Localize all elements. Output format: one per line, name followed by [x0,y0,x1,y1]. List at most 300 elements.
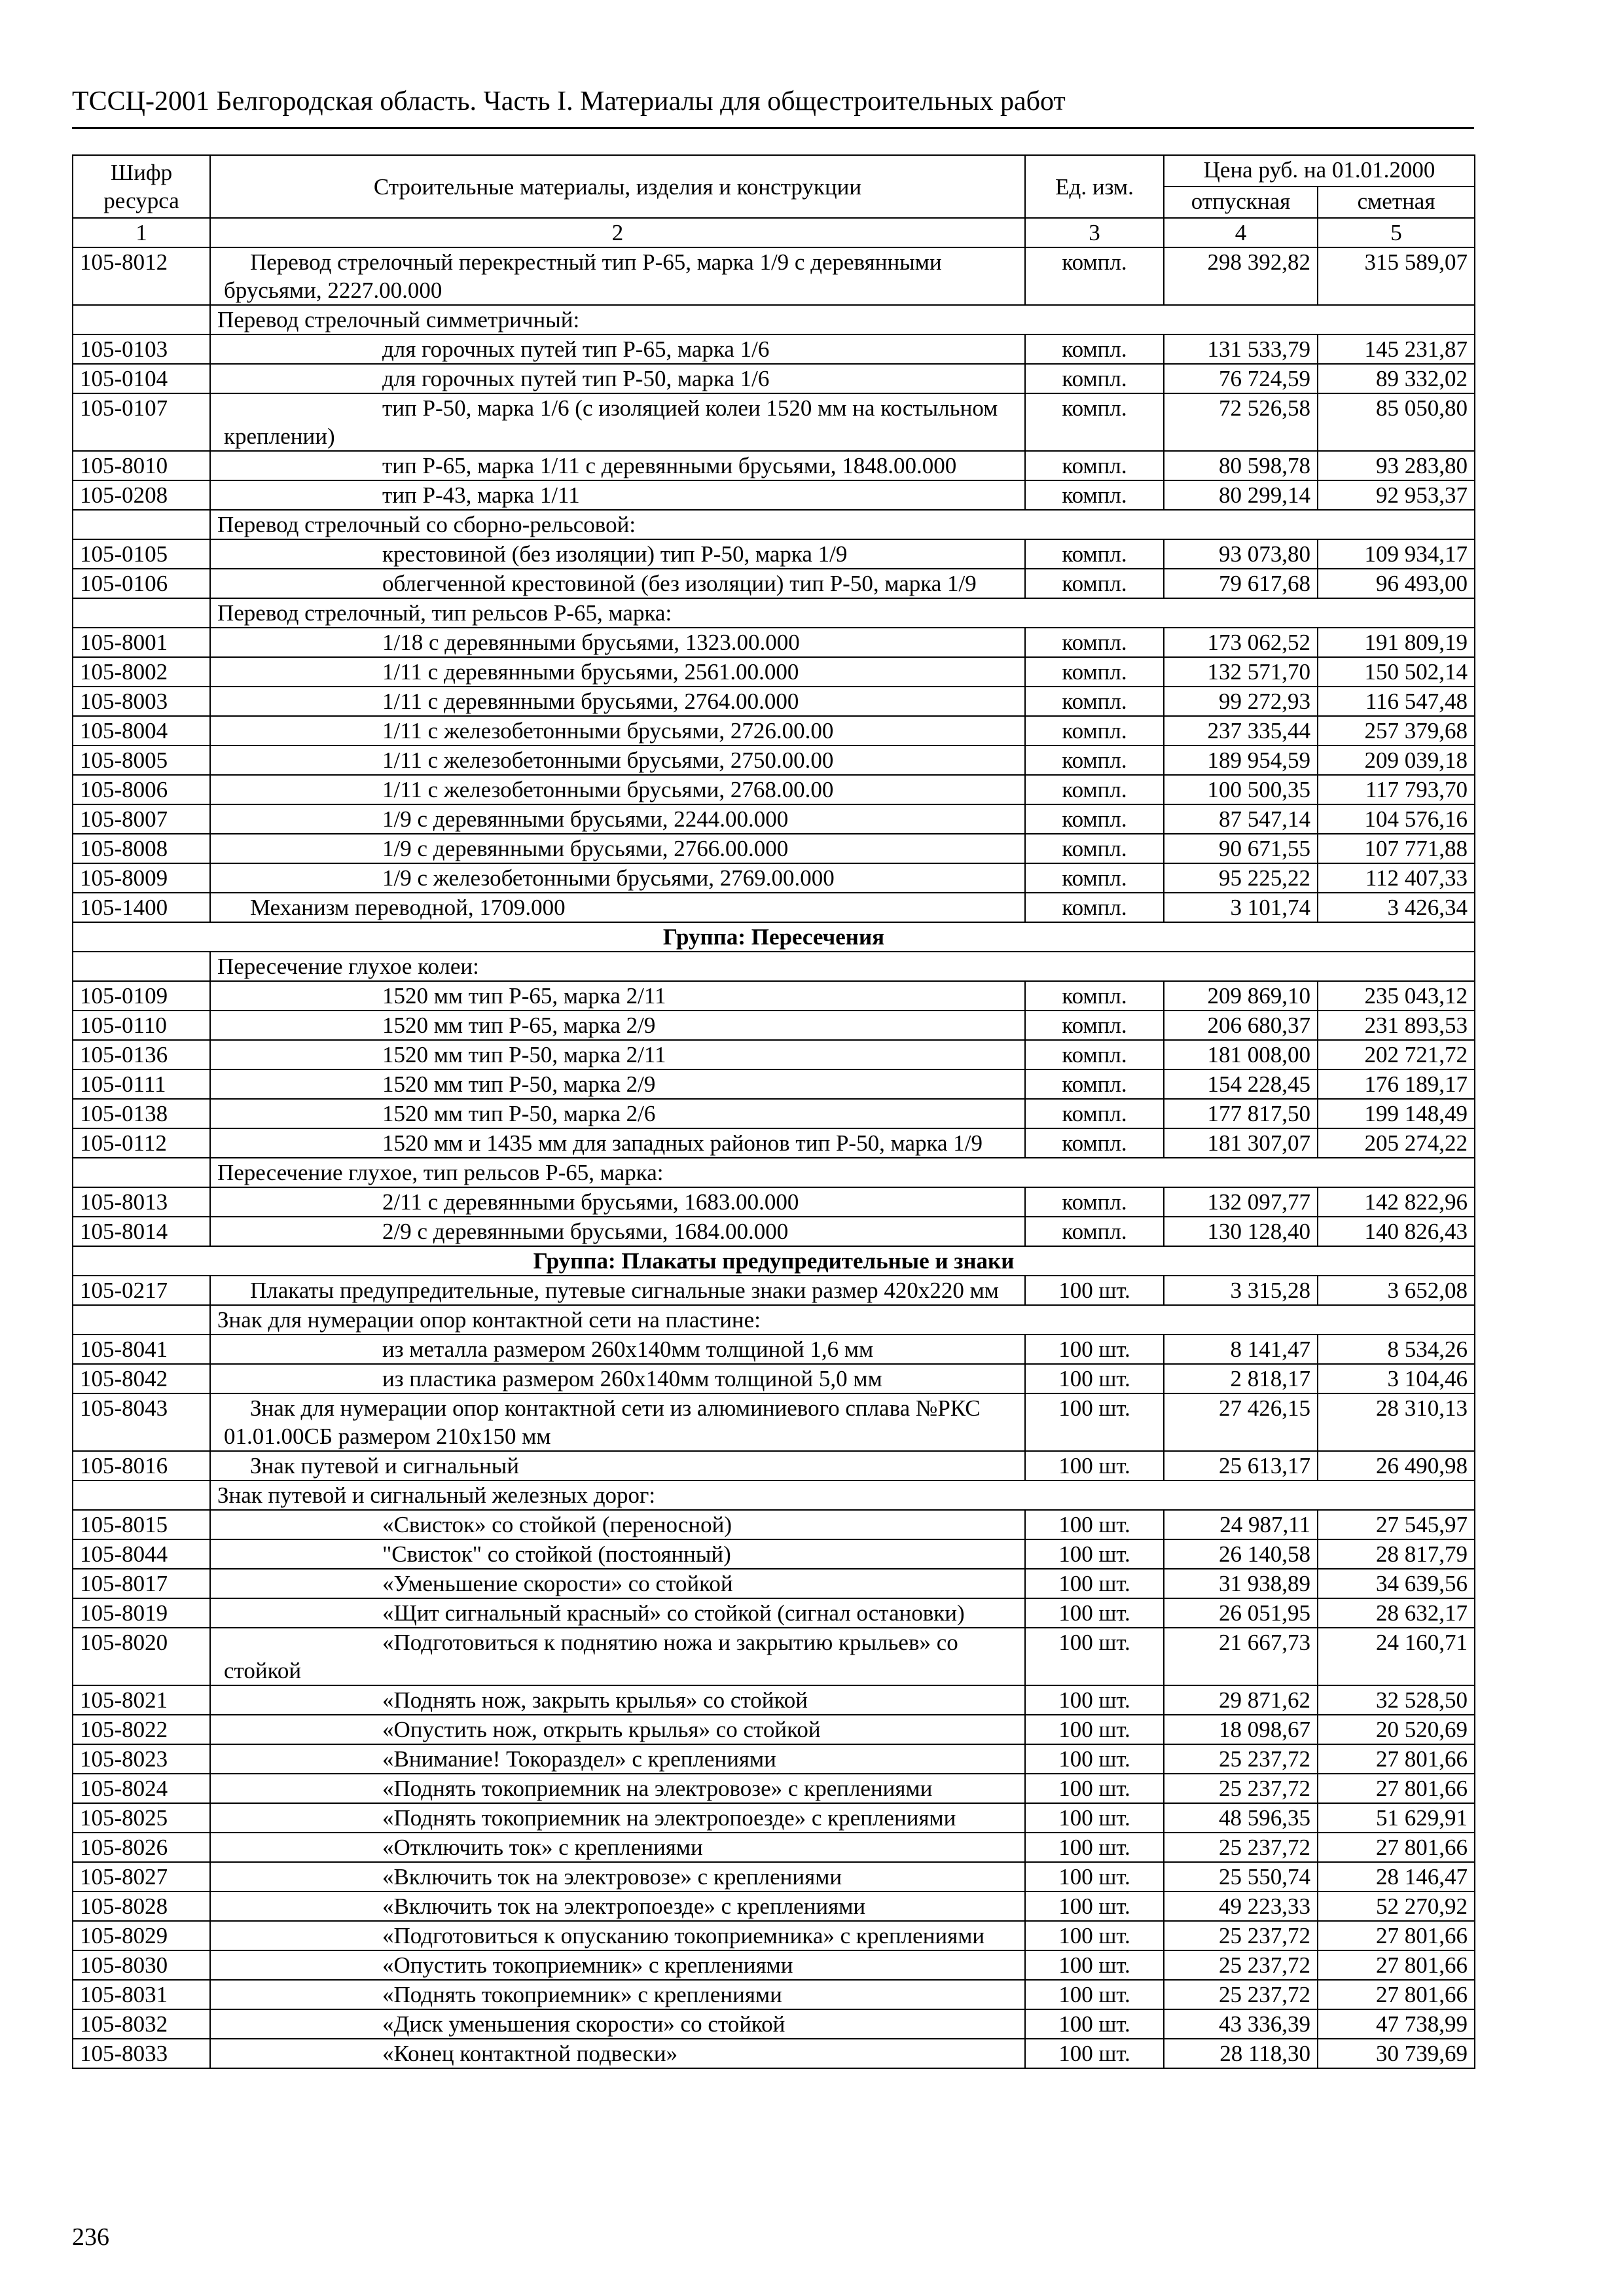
resource-code: 105-8016 [73,1451,210,1480]
table-row [73,1187,1475,1217]
unit-of-measure: 100 шт. [1025,1980,1164,2009]
estimate-price: 140 826,43 [1318,1217,1475,1246]
material-name: 1/9 с деревянными брусьями, 2244.00.000 [210,804,1025,834]
material-name: 1520 мм тип Р-50, марка 2/6 [210,1099,1025,1128]
material-name: «Включить ток на электровозе» с креплениями [210,1862,1025,1892]
unit-of-measure: компл. [1025,451,1164,480]
release-price: 132 571,70 [1164,657,1318,687]
column-number: 2 [210,218,1025,247]
release-price: 80 598,78 [1164,451,1318,480]
release-price: 189 954,59 [1164,745,1318,775]
material-name: 1520 мм тип Р-50, марка 2/11 [210,1040,1025,1069]
material-name: «Опустить токоприемник» с креплениями [210,1950,1025,1980]
release-price: 206 680,37 [1164,1011,1318,1040]
resource-code: 105-8014 [73,1217,210,1246]
release-price: 43 336,39 [1164,2009,1318,2039]
table-row [73,775,1475,804]
subsection-heading-row [73,1158,1475,1187]
unit-of-measure: компл. [1025,569,1164,598]
subsection-heading: Перевод стрелочный со сборно-рельсовой: [210,510,1475,539]
resource-code: 105-0217 [73,1276,210,1305]
resource-code: 105-8033 [73,2039,210,2068]
resource-code: 105-0105 [73,539,210,569]
table-row [73,1862,1475,1892]
table-row [73,1803,1475,1833]
estimate-price: 24 160,71 [1318,1628,1475,1685]
resource-code: 105-8017 [73,1569,210,1598]
resource-code: 105-8007 [73,804,210,834]
table-row [73,657,1475,687]
material-name: Перевод стрелочный перекрестный тип Р-65, марка 1/9 с деревянными брусьями, 2227.00.000 [210,247,1025,305]
resource-code: 105-8042 [73,1364,210,1393]
unit-of-measure: компл. [1025,716,1164,745]
estimate-price: 3 652,08 [1318,1276,1475,1305]
unit-of-measure: компл. [1025,981,1164,1011]
release-price: 72 526,58 [1164,393,1318,451]
unit-of-measure: компл. [1025,393,1164,451]
estimate-price: 20 520,69 [1318,1715,1475,1744]
estimate-price: 27 801,66 [1318,1744,1475,1774]
release-price: 3 101,74 [1164,893,1318,922]
estimate-price: 27 545,97 [1318,1510,1475,1539]
release-price: 298 392,82 [1164,247,1318,305]
unit-of-measure: 100 шт. [1025,1685,1164,1715]
unit-of-measure: компл. [1025,834,1164,863]
estimate-price: 32 528,50 [1318,1685,1475,1715]
table-row [73,1128,1475,1158]
estimate-price: 142 822,96 [1318,1187,1475,1217]
empty-cell [73,1305,210,1335]
resource-code: 105-8029 [73,1921,210,1950]
release-price: 100 500,35 [1164,775,1318,804]
unit-of-measure: 100 шт. [1025,1451,1164,1480]
unit-of-measure: 100 шт. [1025,1335,1164,1364]
table-row [73,2039,1475,2068]
unit-of-measure: компл. [1025,247,1164,305]
page-number: 236 [72,2223,109,2251]
table-row [73,1040,1475,1069]
resource-code: 105-8032 [73,2009,210,2039]
group-heading: Группа: Плакаты предупредительные и знаки [73,1246,1475,1276]
release-price: 76 724,59 [1164,364,1318,393]
resource-code: 105-8010 [73,451,210,480]
table-row [73,1921,1475,1950]
estimate-price: 257 379,68 [1318,716,1475,745]
material-name: «Отключить ток» с креплениями [210,1833,1025,1862]
unit-of-measure: компл. [1025,1187,1164,1217]
resource-code: 105-8025 [73,1803,210,1833]
resource-code: 105-0136 [73,1040,210,1069]
material-name: 1/9 с деревянными брусьями, 2766.00.000 [210,834,1025,863]
unit-of-measure: 100 шт. [1025,1539,1164,1569]
material-name: «Свисток» со стойкой (переносной) [210,1510,1025,1539]
release-price: 130 128,40 [1164,1217,1318,1246]
material-name: для горочных путей тип Р-50, марка 1/6 [210,364,1025,393]
resource-code: 105-0104 [73,364,210,393]
estimate-price: 28 310,13 [1318,1393,1475,1451]
release-price: 25 237,72 [1164,1774,1318,1803]
table-row [73,1715,1475,1744]
resource-code: 105-8013 [73,1187,210,1217]
release-price: 99 272,93 [1164,687,1318,716]
table-row [73,893,1475,922]
material-name: «Внимание! Токораздел» с креплениями [210,1744,1025,1774]
release-price: 25 237,72 [1164,1833,1318,1862]
material-name: «Поднять нож, закрыть крылья» со стойкой [210,1685,1025,1715]
release-price: 25 237,72 [1164,1980,1318,2009]
material-name: «Конец контактной подвески» [210,2039,1025,2068]
column-header-release-price: отпускная [1164,187,1318,218]
unit-of-measure: компл. [1025,804,1164,834]
estimate-price: 96 493,00 [1318,569,1475,598]
material-name: «Подготовиться к опусканию токоприемника» с креплениями [210,1921,1025,1950]
release-price: 177 817,50 [1164,1099,1318,1128]
material-name: из металла размером 260x140мм толщиной 1,6 мм [210,1335,1025,1364]
material-name: 1/11 с деревянными брусьями, 2561.00.000 [210,657,1025,687]
estimate-price: 27 801,66 [1318,1950,1475,1980]
resource-code: 105-8005 [73,745,210,775]
resource-code: 105-8021 [73,1685,210,1715]
table-row [73,1364,1475,1393]
material-name: тип Р-43, марка 1/11 [210,480,1025,510]
table-row [73,1510,1475,1539]
resource-code: 105-8001 [73,628,210,657]
resource-code: 105-8023 [73,1744,210,1774]
estimate-price: 52 270,92 [1318,1892,1475,1921]
release-price: 25 237,72 [1164,1744,1318,1774]
estimate-price: 28 817,79 [1318,1539,1475,1569]
release-price: 49 223,33 [1164,1892,1318,1921]
subsection-heading-row [73,1480,1475,1510]
release-price: 181 307,07 [1164,1128,1318,1158]
table-row [73,1950,1475,1980]
unit-of-measure: 100 шт. [1025,2039,1164,2068]
material-name: Знак путевой и сигнальный [210,1451,1025,1480]
table-row [73,1451,1475,1480]
release-price: 154 228,45 [1164,1069,1318,1099]
resource-code: 105-1400 [73,893,210,922]
resource-code: 105-8044 [73,1539,210,1569]
subsection-heading-row [73,305,1475,334]
subsection-heading: Знак путевой и сигнальный железных дорог: [210,1480,1475,1510]
table-row [73,981,1475,1011]
unit-of-measure: 100 шт. [1025,1803,1164,1833]
estimate-price: 109 934,17 [1318,539,1475,569]
table-row [73,1980,1475,2009]
unit-of-measure: 100 шт. [1025,1569,1164,1598]
estimate-price: 202 721,72 [1318,1040,1475,1069]
unit-of-measure: 100 шт. [1025,1510,1164,1539]
material-name: «Опустить нож, открыть крылья» со стойкой [210,1715,1025,1744]
release-price: 209 869,10 [1164,981,1318,1011]
table-row [73,451,1475,480]
table-row [73,716,1475,745]
table-row [73,804,1475,834]
empty-cell [73,1480,210,1510]
table-row [73,2009,1475,2039]
resource-code: 105-0112 [73,1128,210,1158]
table-row [73,834,1475,863]
estimate-price: 315 589,07 [1318,247,1475,305]
estimate-price: 47 738,99 [1318,2009,1475,2039]
material-name: 1/11 с железобетонными брусьями, 2750.00.00 [210,745,1025,775]
resource-code: 105-8022 [73,1715,210,1744]
estimate-price: 112 407,33 [1318,863,1475,893]
subsection-heading-row [73,1305,1475,1335]
material-name: 1520 мм тип Р-65, марка 2/9 [210,1011,1025,1040]
release-price: 80 299,14 [1164,480,1318,510]
material-name: 1/9 с железобетонными брусьями, 2769.00.000 [210,863,1025,893]
empty-cell [73,510,210,539]
resource-code: 105-0208 [73,480,210,510]
page-header: ТССЦ-2001 Белгородская область. Часть I. Материалы для общестроительных работ [72,85,1474,129]
resource-code: 105-8031 [73,1980,210,2009]
group-heading-row [73,922,1475,952]
material-name: тип Р-50, марка 1/6 (с изоляцией колеи 1520 мм на костыльном креплении) [210,393,1025,451]
material-name: «Поднять токоприемник» с креплениями [210,1980,1025,2009]
material-name: 2/11 с деревянными брусьями, 1683.00.000 [210,1187,1025,1217]
release-price: 27 426,15 [1164,1393,1318,1451]
material-name: 1/11 с деревянными брусьями, 2764.00.000 [210,687,1025,716]
unit-of-measure: компл. [1025,1069,1164,1099]
subsection-heading: Знак для нумерации опор контактной сети на пластине: [210,1305,1475,1335]
material-name: «Уменьшение скорости» со стойкой [210,1569,1025,1598]
table-row [73,1569,1475,1598]
unit-of-measure: 100 шт. [1025,1833,1164,1862]
subsection-heading-row [73,952,1475,981]
release-price: 87 547,14 [1164,804,1318,834]
release-price: 90 671,55 [1164,834,1318,863]
table-row [73,1011,1475,1040]
table-row [73,1393,1475,1451]
column-header-estimate-price: сметная [1318,187,1475,218]
table-row [73,863,1475,893]
unit-of-measure: компл. [1025,480,1164,510]
table-row [73,539,1475,569]
estimate-price: 191 809,19 [1318,628,1475,657]
material-name: облегченной крестовиной (без изоляции) тип Р-50, марка 1/9 [210,569,1025,598]
table-row [73,1628,1475,1685]
release-price: 132 097,77 [1164,1187,1318,1217]
table-header-row [73,155,1475,187]
unit-of-measure: 100 шт. [1025,1862,1164,1892]
estimate-price: 92 953,37 [1318,480,1475,510]
resource-code: 105-8030 [73,1950,210,1980]
table-row [73,628,1475,657]
estimate-price: 8 534,26 [1318,1335,1475,1364]
table-row [73,393,1475,451]
resource-code: 105-8024 [73,1774,210,1803]
material-name: «Включить ток на электропоезде» с креплениями [210,1892,1025,1921]
material-name: «Подготовиться к поднятию ножа и закрытию крыльев» со стойкой [210,1628,1025,1685]
column-number: 4 [1164,218,1318,247]
table-row [73,1744,1475,1774]
subsection-heading: Перевод стрелочный, тип рельсов Р-65, марка: [210,598,1475,628]
material-name: "Свисток" со стойкой (постоянный) [210,1539,1025,1569]
column-header-name: Строительные материалы, изделия и конструкции [210,155,1025,218]
release-price: 26 051,95 [1164,1598,1318,1628]
release-price: 21 667,73 [1164,1628,1318,1685]
resource-code: 105-8020 [73,1628,210,1685]
estimate-price: 34 639,56 [1318,1569,1475,1598]
table-row [73,745,1475,775]
resource-code: 105-0103 [73,334,210,364]
empty-cell [73,952,210,981]
material-name: крестовиной (без изоляции) тип Р-50, марка 1/9 [210,539,1025,569]
subsection-heading: Перевод стрелочный симметричный: [210,305,1475,334]
release-price: 2 818,17 [1164,1364,1318,1393]
material-name: 1/18 с деревянными брусьями, 1323.00.000 [210,628,1025,657]
material-name: «Поднять токоприемник на электропоезде» с креплениями [210,1803,1025,1833]
column-header-unit: Ед. изм. [1025,155,1164,218]
table-row [73,1539,1475,1569]
table-row [73,480,1475,510]
resource-code: 105-8041 [73,1335,210,1364]
estimate-price: 199 148,49 [1318,1099,1475,1128]
release-price: 8 141,47 [1164,1335,1318,1364]
release-price: 18 098,67 [1164,1715,1318,1744]
estimate-price: 28 632,17 [1318,1598,1475,1628]
material-name: «Щит сигнальный красный» со стойкой (сигнал остановки) [210,1598,1025,1628]
material-name: 1/11 с железобетонными брусьями, 2726.00.00 [210,716,1025,745]
unit-of-measure: 100 шт. [1025,1598,1164,1628]
table-row [73,247,1475,305]
column-number: 1 [73,218,210,247]
unit-of-measure: 100 шт. [1025,1744,1164,1774]
resource-code: 105-8019 [73,1598,210,1628]
estimate-price: 3 426,34 [1318,893,1475,922]
subsection-heading: Пересечение глухое колеи: [210,952,1475,981]
resource-code: 105-8003 [73,687,210,716]
estimate-price: 3 104,46 [1318,1364,1475,1393]
table-row [73,1892,1475,1921]
material-name: 2/9 с деревянными брусьями, 1684.00.000 [210,1217,1025,1246]
resource-code: 105-0107 [73,393,210,451]
release-price: 25 550,74 [1164,1862,1318,1892]
resource-code: 105-8012 [73,247,210,305]
resource-code: 105-0110 [73,1011,210,1040]
unit-of-measure: компл. [1025,893,1164,922]
unit-of-measure: 100 шт. [1025,1950,1164,1980]
material-name: 1520 мм и 1435 мм для западных районов тип Р-50, марка 1/9 [210,1128,1025,1158]
unit-of-measure: компл. [1025,1099,1164,1128]
release-price: 95 225,22 [1164,863,1318,893]
unit-of-measure: компл. [1025,1128,1164,1158]
estimate-price: 27 801,66 [1318,1980,1475,2009]
unit-of-measure: компл. [1025,1011,1164,1040]
unit-of-measure: компл. [1025,775,1164,804]
estimate-price: 27 801,66 [1318,1921,1475,1950]
column-number: 3 [1025,218,1164,247]
material-name: для горочных путей тип Р-65, марка 1/6 [210,334,1025,364]
empty-cell [73,598,210,628]
estimate-price: 117 793,70 [1318,775,1475,804]
resource-code: 105-0138 [73,1099,210,1128]
table-row [73,1069,1475,1099]
resource-code: 105-8008 [73,834,210,863]
material-name: 1/11 с железобетонными брусьями, 2768.00.00 [210,775,1025,804]
release-price: 173 062,52 [1164,628,1318,657]
subsection-heading-row [73,598,1475,628]
material-name: «Поднять токоприемник на электровозе» с креплениями [210,1774,1025,1803]
release-price: 25 237,72 [1164,1921,1318,1950]
unit-of-measure: компл. [1025,657,1164,687]
unit-of-measure: компл. [1025,364,1164,393]
material-name: Знак для нумерации опор контактной сети из алюминиевого сплава №РКС 01.01.00СБ размером 210x150 мм [210,1393,1025,1451]
empty-cell [73,1158,210,1187]
resource-code: 105-0106 [73,569,210,598]
estimate-price: 145 231,87 [1318,334,1475,364]
release-price: 24 987,11 [1164,1510,1318,1539]
estimate-price: 107 771,88 [1318,834,1475,863]
table-row [73,364,1475,393]
table-row [73,334,1475,364]
material-name: тип Р-65, марка 1/11 с деревянными брусьями, 1848.00.000 [210,451,1025,480]
unit-of-measure: компл. [1025,1217,1164,1246]
unit-of-measure: 100 шт. [1025,1921,1164,1950]
resource-code: 105-0109 [73,981,210,1011]
release-price: 28 118,30 [1164,2039,1318,2068]
column-number-row [73,218,1475,247]
release-price: 79 617,68 [1164,569,1318,598]
resource-code: 105-8043 [73,1393,210,1451]
table-body [73,247,1475,2068]
unit-of-measure: 100 шт. [1025,2009,1164,2039]
release-price: 29 871,62 [1164,1685,1318,1715]
estimate-price: 205 274,22 [1318,1128,1475,1158]
resource-code: 105-8027 [73,1862,210,1892]
column-number: 5 [1318,218,1475,247]
estimate-price: 176 189,17 [1318,1069,1475,1099]
subsection-heading-row [73,510,1475,539]
table-row [73,687,1475,716]
column-header-code: Шифр ресурса [73,155,210,218]
resource-code: 105-0111 [73,1069,210,1099]
estimate-price: 235 043,12 [1318,981,1475,1011]
estimate-price: 150 502,14 [1318,657,1475,687]
table-row [73,1685,1475,1715]
group-heading-row [73,1246,1475,1276]
release-price: 48 596,35 [1164,1803,1318,1833]
unit-of-measure: 100 шт. [1025,1892,1164,1921]
release-price: 26 140,58 [1164,1539,1318,1569]
unit-of-measure: компл. [1025,539,1164,569]
estimate-price: 104 576,16 [1318,804,1475,834]
table-row [73,569,1475,598]
unit-of-measure: компл. [1025,745,1164,775]
unit-of-measure: 100 шт. [1025,1774,1164,1803]
table-row [73,1774,1475,1803]
unit-of-measure: 100 шт. [1025,1393,1164,1451]
unit-of-measure: 100 шт. [1025,1364,1164,1393]
estimate-price: 28 146,47 [1318,1862,1475,1892]
release-price: 31 938,89 [1164,1569,1318,1598]
empty-cell [73,305,210,334]
unit-of-measure: компл. [1025,863,1164,893]
release-price: 93 073,80 [1164,539,1318,569]
material-name: «Диск уменьшения скорости» со стойкой [210,2009,1025,2039]
table-row [73,1833,1475,1862]
unit-of-measure: 100 шт. [1025,1628,1164,1685]
resource-code: 105-8015 [73,1510,210,1539]
estimate-price: 30 739,69 [1318,2039,1475,2068]
resource-code: 105-8028 [73,1892,210,1921]
material-name: Плакаты предупредительные, путевые сигнальные знаки размер 420x220 мм [210,1276,1025,1305]
estimate-price: 209 039,18 [1318,745,1475,775]
unit-of-measure: компл. [1025,628,1164,657]
column-header-price: Цена руб. на 01.01.2000 [1164,155,1475,187]
resource-code: 105-8006 [73,775,210,804]
